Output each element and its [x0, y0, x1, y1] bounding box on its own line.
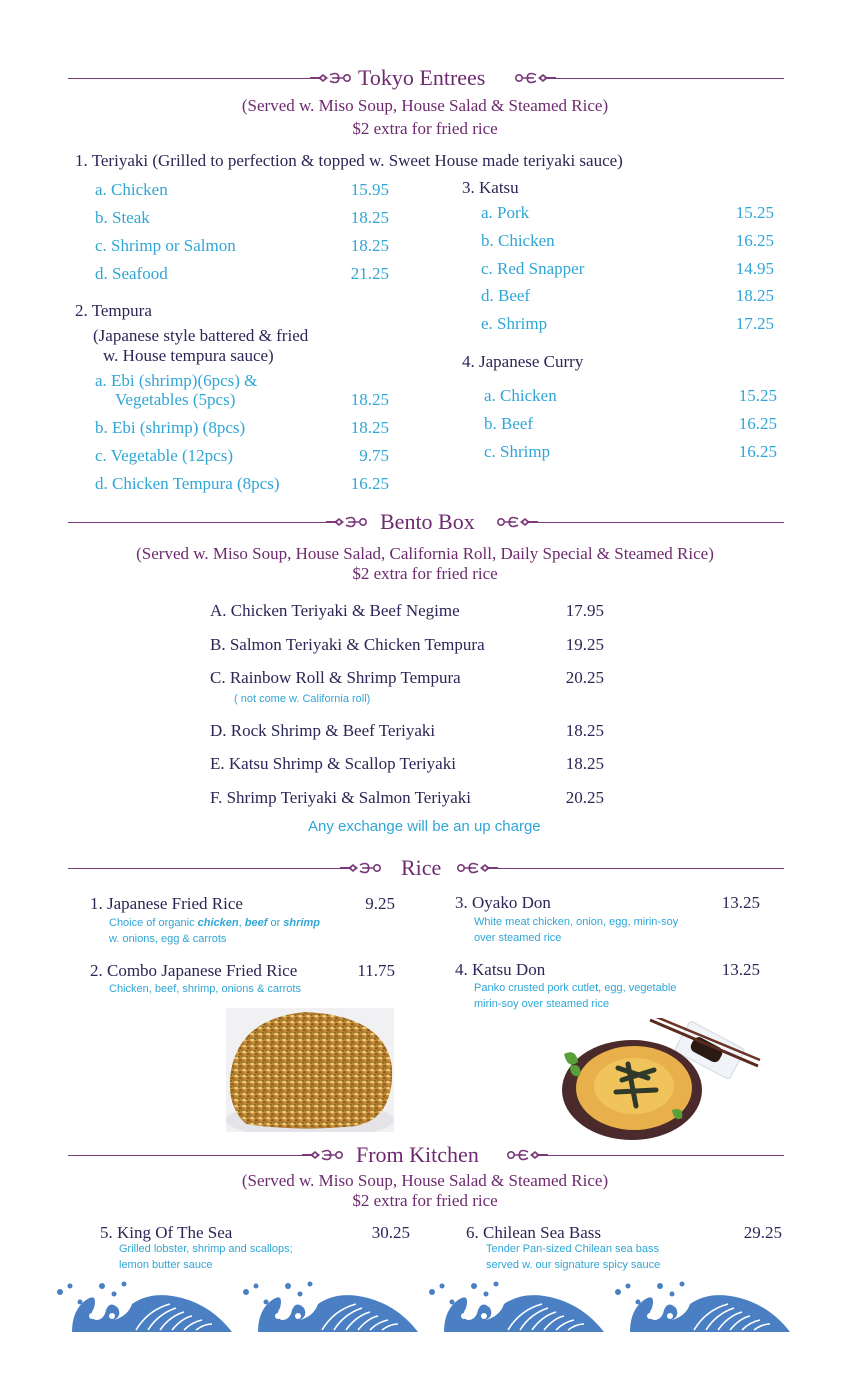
menu-item-price: 16.25: [350, 474, 389, 493]
ornament-right-icon: [454, 861, 498, 875]
fried-rice-note: $2 extra for fried rice: [352, 564, 498, 583]
category-heading-tempura: 2. Tempura: [75, 301, 152, 320]
category-heading-curry: 4. Japanese Curry: [462, 352, 584, 371]
category-note: (Japanese style battered & fried: [93, 326, 309, 345]
rice-item-desc: over steamed rice: [474, 932, 562, 944]
ornament-right-icon: [504, 1148, 548, 1162]
menu-item-price: 18.25: [350, 236, 389, 255]
bento-item-price: 17.95: [565, 601, 604, 620]
bento-item-name: C. Rainbow Roll & Shrimp Tempura: [210, 668, 461, 687]
divider-line: [548, 1155, 784, 1156]
menu-item-name: d. Seafood: [95, 264, 168, 283]
divider-line: [498, 868, 784, 869]
fried-rice-note: $2 extra for fried rice: [352, 119, 498, 138]
menu-item-price: 16.25: [735, 231, 774, 250]
bento-item-name: B. Salmon Teriyaki & Chicken Tempura: [210, 635, 485, 654]
menu-item-price: 15.25: [738, 386, 777, 405]
menu-item-name: a. Chicken: [95, 180, 168, 199]
menu-item-name: c. Shrimp or Salmon: [95, 236, 236, 255]
kitchen-item-desc: Grilled lobster, shrimp and scallops;: [119, 1243, 293, 1255]
bento-item-price: 20.25: [565, 668, 604, 687]
kitchen-item-name: 6. Chilean Sea Bass: [466, 1223, 602, 1242]
bento-item-price: 18.25: [565, 721, 604, 740]
menu-item-name: c. Shrimp: [484, 442, 551, 461]
rice-item-name: 1. Japanese Fried Rice: [90, 894, 243, 913]
kitchen-item-desc: Tender Pan-sized Chilean sea bass: [486, 1243, 660, 1255]
menu-item-name: a. Pork: [481, 203, 530, 222]
section-header-rice: [68, 853, 784, 883]
menu-item-name: a. Chicken: [484, 386, 557, 405]
divider-line: [538, 522, 784, 523]
menu-item-price: 15.95: [350, 180, 389, 199]
bento-item-name: D. Rock Shrimp & Beef Teriyaki: [210, 721, 436, 740]
rice-item-price: 13.25: [721, 960, 760, 979]
rice-item-desc: Panko crusted pork cutlet, egg, vegetable: [474, 982, 677, 994]
menu-item-name: b. Chicken: [481, 231, 555, 250]
divider-line: [68, 868, 340, 869]
kitchen-item-desc: lemon butter sauce: [119, 1259, 213, 1271]
menu-item-name: b. Beef: [484, 414, 534, 433]
rice-item-price: 11.75: [357, 961, 395, 980]
ornament-right-icon: [494, 515, 538, 529]
section-header-tokyo-entrees: [68, 63, 784, 93]
menu-item-name-cont: Vegetables (5pcs): [115, 390, 236, 409]
section-title: Bento Box: [380, 509, 475, 534]
menu-item-price: 18.25: [735, 286, 774, 305]
bento-item-name: F. Shrimp Teriyaki & Salmon Teriyaki: [210, 788, 472, 807]
menu-item-price: 15.25: [735, 203, 774, 222]
menu-item-price: 21.25: [350, 264, 389, 283]
bento-item-price: 18.25: [565, 754, 604, 773]
rice-item-desc: Choice of organic chicken, beef or shrimp: [109, 917, 320, 929]
fried-rice-note: $2 extra for fried rice: [352, 1191, 498, 1210]
rice-item-name: 3. Oyako Don: [455, 893, 551, 912]
served-with-note: (Served w. Miso Soup, House Salad, California Roll, Daily Special & Steamed Rice): [136, 544, 714, 563]
fried-rice-photo: [226, 1008, 394, 1132]
katsu-don-photo: [558, 1018, 763, 1140]
kitchen-item-name: 5. King Of The Sea: [100, 1223, 233, 1242]
served-with-note: (Served w. Miso Soup, House Salad & Steamed Rice): [241, 1171, 609, 1190]
divider-line: [556, 78, 784, 79]
rice-item-name: 4. Katsu Don: [455, 960, 546, 979]
divider-line: [68, 78, 310, 79]
bento-item-name: E. Katsu Shrimp & Scallop Teriyaki: [210, 754, 456, 773]
menu-item-price: 16.25: [738, 414, 777, 433]
section-header-from-kitchen: [68, 1140, 784, 1170]
rice-item-desc: mirin-soy over steamed rice: [474, 998, 610, 1010]
menu-item-price: 18.25: [350, 208, 389, 227]
category-heading-teriyaki: 1. Teriyaki (Grilled to perfection & topped w. Sweet House made teriyaki sauce): [75, 151, 623, 170]
menu-item-name: b. Ebi (shrimp) (8pcs): [95, 418, 246, 437]
divider-line: [68, 1155, 302, 1156]
menu-item-price: 16.25: [738, 442, 777, 461]
rice-item-price: 9.25: [365, 894, 395, 913]
kitchen-item-price: 29.25: [743, 1223, 782, 1242]
menu-item-name: c. Vegetable (12pcs): [95, 446, 233, 465]
bento-footnote: Any exchange will be an up charge: [308, 818, 541, 835]
section-title: From Kitchen: [356, 1142, 479, 1167]
bento-item-price: 19.25: [565, 635, 604, 654]
menu-item-price: 18.25: [350, 418, 389, 437]
section-title: Rice: [401, 855, 442, 880]
ornament-left-icon: [326, 515, 370, 529]
bento-item-name: A. Chicken Teriyaki & Beef Negime: [210, 601, 460, 620]
bento-item-price: 20.25: [565, 788, 604, 807]
menu-item-name: a. Ebi (shrimp)(6pcs) &: [95, 371, 258, 390]
rice-item-desc: Chicken, beef, shrimp, onions & carrots: [109, 983, 301, 995]
ornament-left-icon: [340, 861, 384, 875]
divider-line: [68, 522, 326, 523]
rice-item-desc: White meat chicken, onion, egg, mirin-soy: [474, 916, 679, 928]
ornament-left-icon: [310, 71, 354, 85]
kitchen-item-price: 30.25: [371, 1223, 410, 1242]
menu-item-name: d. Beef: [481, 286, 531, 305]
section-title: Tokyo Entrees: [358, 65, 486, 90]
menu-item-name: e. Shrimp: [481, 314, 548, 333]
kitchen-item-desc: served w. our signature spicy sauce: [486, 1259, 661, 1271]
menu-item-name: b. Steak: [95, 208, 150, 227]
wave-border-decoration: [52, 1280, 798, 1336]
rice-item-price: 13.25: [721, 893, 760, 912]
rice-item-desc: w. onions, egg & carrots: [109, 933, 227, 945]
served-with-note: (Served w. Miso Soup, House Salad & Steamed Rice): [241, 96, 609, 115]
menu-item-price: 9.75: [359, 446, 389, 465]
section-header-bento-box: [68, 507, 784, 537]
menu-item-name: d. Chicken Tempura (8pcs): [95, 474, 280, 493]
category-note: w. House tempura sauce): [103, 346, 274, 365]
rice-item-name: 2. Combo Japanese Fried Rice: [90, 961, 298, 980]
ornament-left-icon: [302, 1148, 346, 1162]
menu-item-name: c. Red Snapper: [481, 259, 585, 278]
ornament-right-icon: [512, 71, 556, 85]
menu-item-price: 17.25: [735, 314, 774, 333]
menu-item-price: 14.95: [735, 259, 774, 278]
bento-item-note: ( not come w. California roll): [234, 693, 371, 705]
category-heading-katsu: 3. Katsu: [462, 178, 519, 197]
menu-item-price: 18.25: [350, 390, 389, 409]
